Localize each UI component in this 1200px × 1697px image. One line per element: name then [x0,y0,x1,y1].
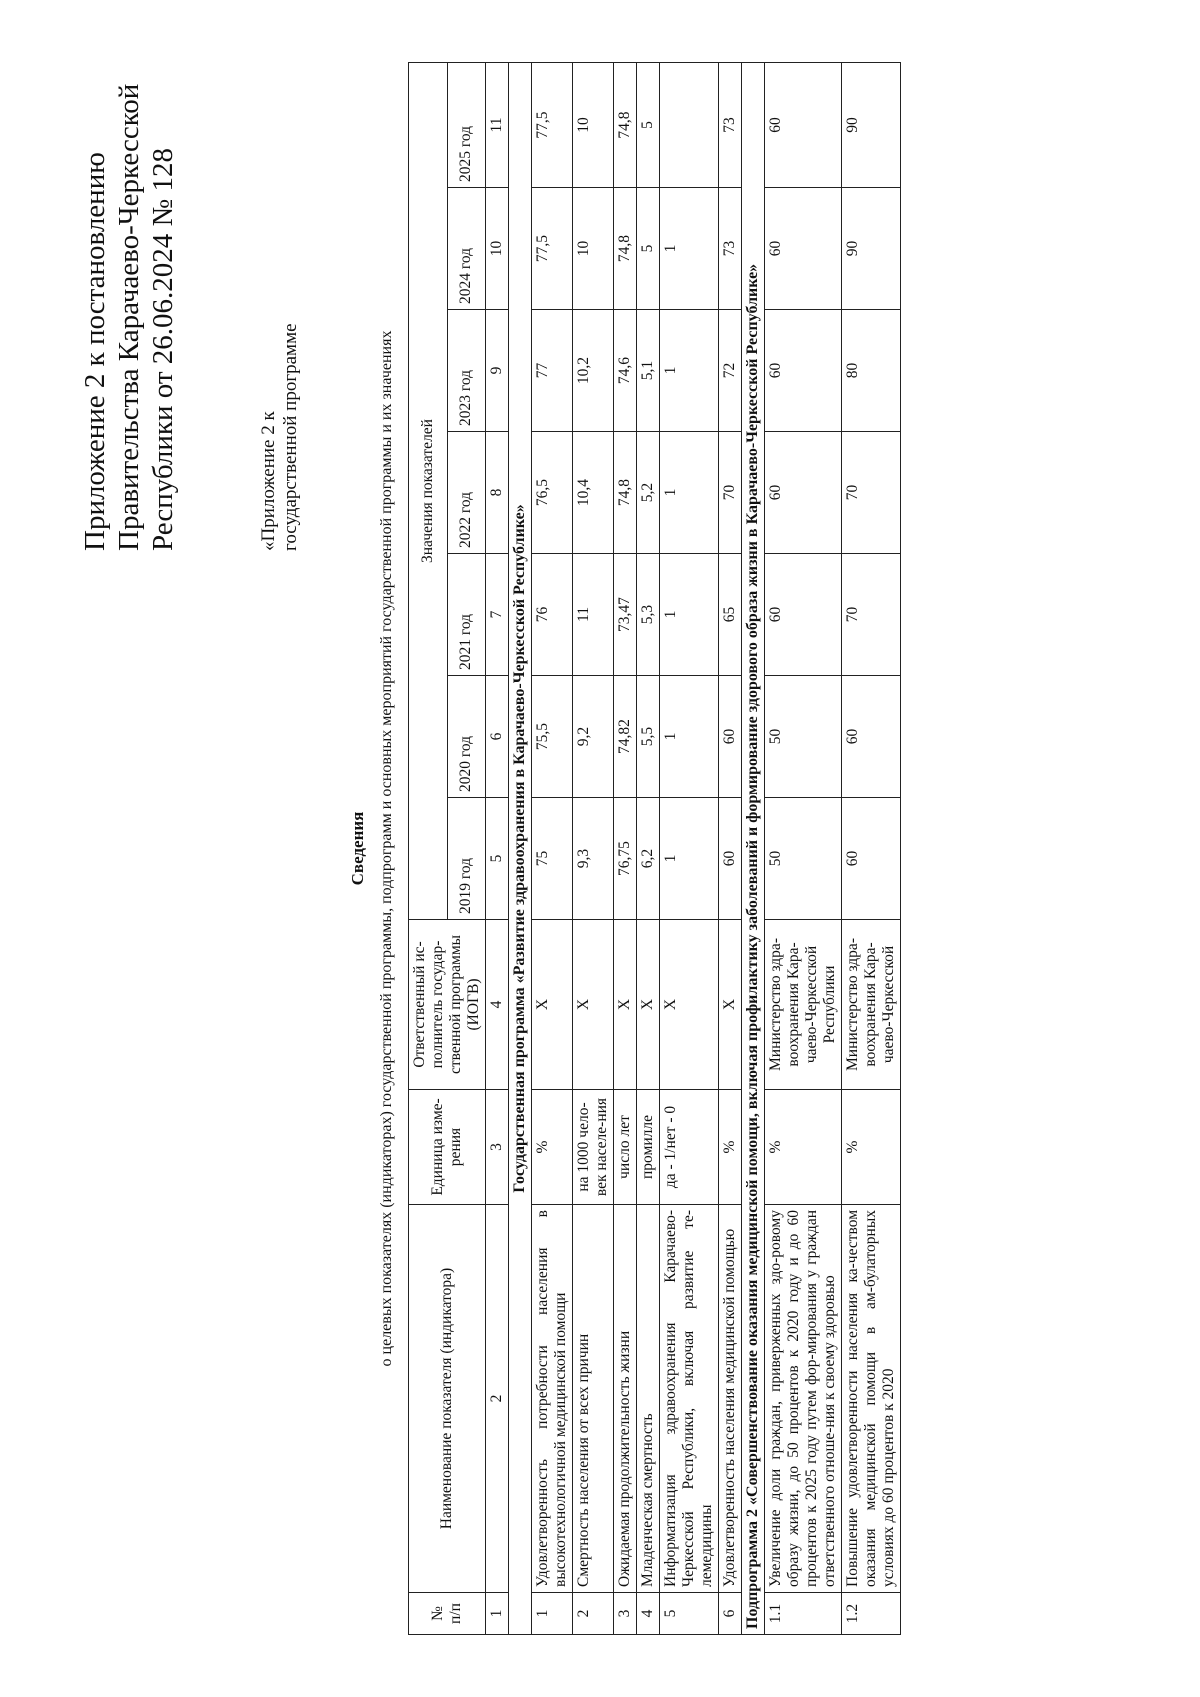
cell-value: 5,2 [637,432,660,554]
cell-value: 76 [532,554,573,676]
cell-num: 6 [719,1593,742,1635]
column-number: 5 [486,798,509,920]
cell-responsible: Министерство здра-воохранения Кара-чаево-Черкесской [842,920,901,1090]
cell-indicator-name: Удовлетворенность потребности населения в высокотехнологичной медицинской помощи [532,1205,573,1593]
header-row [409,63,448,1635]
table-row [842,63,901,1635]
header-num: № п/п [409,1593,486,1635]
cell-value: 72 [719,310,742,432]
cell-value: 73 [719,188,742,310]
cell-value: 77 [532,310,573,432]
cell-value: 74,6 [614,310,637,432]
cell-value: 70 [719,432,742,554]
cell-value: 50 [765,798,842,920]
appendix-subheader-line: «Приложение 2 к [258,411,279,551]
cell-unit: % [842,1090,901,1205]
cell-indicator-name: Младенческая смертность [637,1205,660,1593]
table-row [532,63,573,1635]
table-row [614,63,637,1635]
cell-indicator-name: Смертность населения от всех причин [573,1205,614,1593]
column-number: 4 [486,920,509,1090]
column-number: 8 [486,432,509,554]
cell-indicator-name: Ожидаемая продолжительность жизни [614,1205,637,1593]
header-year: 2022 год [447,432,486,554]
cell-value: 74,8 [614,432,637,554]
section-row [509,63,532,1635]
cell-responsible: Министерство здра-воохранения Кара-чаево-Черкесской Республики [765,920,842,1090]
cell-value: 60 [765,554,842,676]
column-number-row [486,63,509,1635]
cell-indicator-name: Увеличение доли граждан, приверженных здо-ровому образу жизни, до 50 процентов к 2020 году и до 60 процентов к 2025 году путем фор-мирования у граждан ответственного отноше-ния к своему здоровью [765,1205,842,1593]
cell-value: 60 [765,432,842,554]
document-title: Сведения [348,811,367,886]
cell-unit: % [765,1090,842,1205]
cell-indicator-name: Информатизация здравоохранения Карачаево-Черкесской Республики, включая развитие те-лемедицины [660,1205,719,1593]
table-row [637,63,660,1635]
cell-value: 76,5 [532,432,573,554]
header-year: 2025 год [447,63,486,188]
cell-num: 1 [532,1593,573,1635]
appendix-header-line: Приложение 2 к постановлению [79,152,111,551]
cell-num: 1.1 [765,1593,842,1635]
column-number: 7 [486,554,509,676]
cell-value: 50 [765,676,842,798]
appendix-header [78,31,180,551]
cell-value: 76,75 [614,798,637,920]
header-year: 2019 год [447,798,486,920]
cell-value: 6,2 [637,798,660,920]
cell-value: 60 [842,798,901,920]
appendix-subheader-line: государственной программе [280,323,301,551]
cell-unit: % [719,1090,742,1205]
appendix-header-line: Республики от 26.06.2024 № 128 [147,148,179,551]
cell-value: 90 [842,63,901,188]
column-number: 3 [486,1090,509,1205]
cell-value: 1 [660,432,719,554]
cell-responsible: Х [719,920,742,1090]
cell-value: 60 [765,310,842,432]
cell-value: 74,8 [614,188,637,310]
column-number: 1 [486,1593,509,1635]
cell-value: 60 [765,63,842,188]
cell-value: 1 [660,798,719,920]
table-row [573,63,614,1635]
cell-responsible: Х [660,920,719,1090]
cell-num: 1.2 [842,1593,901,1635]
cell-unit: промилле [637,1090,660,1205]
cell-value: 60 [719,798,742,920]
header-year: 2023 год [447,310,486,432]
header-year: 2024 год [447,188,486,310]
cell-value: 10,2 [573,310,614,432]
header-unit: Единица изме-рения [409,1090,486,1205]
cell-num: 2 [573,1593,614,1635]
column-number: 10 [486,188,509,310]
cell-indicator-name: Удовлетворенность населения медицинской помощью [719,1205,742,1593]
appendix-header-line: Правительства Карачаево-Черкесской [113,83,145,551]
cell-value: 5,3 [637,554,660,676]
header-name: Наименование показателя (индикатора) [409,1205,486,1593]
cell-value: 70 [842,554,901,676]
cell-value: 5 [637,63,660,188]
cell-value: 75 [532,798,573,920]
cell-value: 74,8 [614,63,637,188]
cell-value: 73,47 [614,554,637,676]
column-number: 11 [486,63,509,188]
cell-value: 65 [719,554,742,676]
cell-value: 10 [573,63,614,188]
section-title: Государственная программа «Развитие здравоохранения в Карачаево-Черкесской Республике» [509,63,532,1635]
column-number: 6 [486,676,509,798]
document-subtitle: о целевых показателях (индикаторах) государственной программы, подпрограмм и основных мероприятий государственной программы и их значениях [378,330,395,1367]
cell-responsible: Х [614,920,637,1090]
cell-value: 60 [842,676,901,798]
cell-value: 5,5 [637,676,660,798]
cell-value: 5,1 [637,310,660,432]
cell-responsible: Х [637,920,660,1090]
cell-value: 9,2 [573,676,614,798]
cell-value: 60 [719,676,742,798]
cell-value: 9,3 [573,798,614,920]
cell-responsible: Х [573,920,614,1090]
cell-num: 4 [637,1593,660,1635]
header-responsible: Ответственный ис-полнитель государ-ственной программы (ИОГВ) [409,920,486,1090]
cell-value: 74,82 [614,676,637,798]
table-row [765,63,842,1635]
table-row [719,63,742,1635]
cell-value [660,63,719,188]
cell-unit: число лет [614,1090,637,1205]
cell-value: 75,5 [532,676,573,798]
cell-num: 5 [660,1593,719,1635]
cell-indicator-name: Повышение удовлетворенности населения ка-чеством оказания медицинской помощи в ам-булаторных условиях до 60 процентов к 2020 [842,1205,901,1593]
cell-value: 80 [842,310,901,432]
header-year: 2020 год [447,676,486,798]
header-year: 2021 год [447,554,486,676]
cell-value: 77,5 [532,63,573,188]
cell-value: 60 [765,188,842,310]
header-values: Значения показателей [409,63,448,920]
cell-value: 5 [637,188,660,310]
table-row [660,63,719,1635]
section-title: Подпрограмма 2 «Совершенствование оказания медицинской помощи, включая профилактику заболеваний и формирование здорового образа жизни в Карачаево-Черкесской Республике» [742,63,765,1635]
section-row [742,63,765,1635]
cell-value: 1 [660,676,719,798]
cell-value: 10 [573,188,614,310]
column-number: 9 [486,310,509,432]
cell-unit: на 1000 чело-век населе-ния [573,1090,614,1205]
appendix-subheader [258,131,302,551]
cell-value: 1 [660,310,719,432]
cell-value: 90 [842,188,901,310]
cell-value: 1 [660,188,719,310]
cell-value: 1 [660,554,719,676]
cell-value: 11 [573,554,614,676]
cell-value: 10,4 [573,432,614,554]
cell-unit: % [532,1090,573,1205]
cell-num: 3 [614,1593,637,1635]
cell-value: 77,5 [532,188,573,310]
cell-responsible: Х [532,920,573,1090]
indicators-table [408,62,901,1635]
cell-value: 73 [719,63,742,188]
cell-unit: да - 1/нет - 0 [660,1090,719,1205]
indicators-table-wrapper [408,63,901,1635]
column-number: 2 [486,1205,509,1593]
cell-value: 70 [842,432,901,554]
